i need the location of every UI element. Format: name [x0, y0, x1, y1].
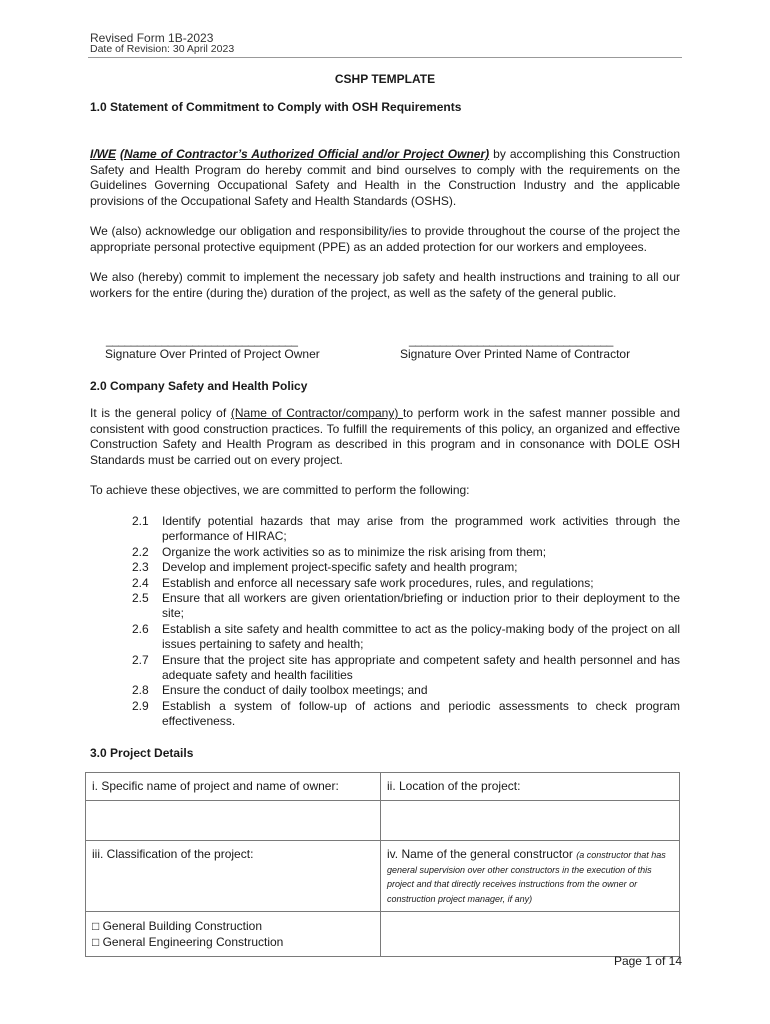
table-row: [86, 773, 680, 801]
section-1-paragraph-2: We (also) acknowledge our obligation and responsibility/ies to provide throughout the course of the project the appropriate personal protective equipment (PPE) as an added protection for our workers and employees.: [90, 224, 680, 254]
general-building-checkbox[interactable]: □ General Building Construction: [92, 919, 263, 933]
list-item: [132, 591, 680, 622]
section-2-paragraph-2: To achieve these objectives, we are committed to perform the following:: [90, 483, 470, 497]
page-number: Page 1 of 14: [613, 954, 682, 968]
document-title: CSHP TEMPLATE: [334, 72, 436, 86]
item-number: 2.9: [132, 698, 149, 713]
item-text: Establish a site safety and health committee to act as the policy-making body of the project on all issues pertaining to safety and health;: [162, 621, 680, 652]
general-constructor-field[interactable]: [381, 912, 680, 957]
item-text: Establish a system of follow-up of actions and periodic assessments to check program effectiveness.: [162, 698, 680, 729]
item-text: Identify potential hazards that may arise from the programmed work activities through the performance of HIRAC;: [162, 514, 680, 544]
classification-options: [86, 912, 381, 957]
table-row: [86, 801, 680, 841]
section-1-paragraph-1: [90, 147, 680, 209]
list-item: [132, 653, 680, 684]
list-item: [132, 560, 680, 575]
general-engineering-checkbox[interactable]: □ General Engineering Construction: [92, 935, 284, 949]
form-revision-label: Revised Form 1B-2023: [90, 31, 214, 45]
item-text: Develop and implement project-specific safety and health program;: [162, 560, 518, 575]
section-3-heading: 3.0 Project Details: [90, 746, 194, 760]
list-item: [132, 699, 680, 730]
classification-label: iii. Classification of the project:: [86, 841, 381, 912]
list-item: [132, 683, 680, 698]
item-number: 2.5: [132, 591, 149, 606]
commitment-list: [132, 514, 680, 730]
item-number: 2.6: [132, 621, 149, 636]
item-number: 2.8: [132, 683, 149, 698]
general-constructor-note: (a constructor that has general supervision over other constructors in the execution of this project and that directly receives instructions from the owner or construction project manager, if any): [387, 850, 666, 904]
item-text: Ensure that the project site has appropriate and competent safety and health personnel and has adequate safety and health facilities: [162, 652, 680, 683]
owner-signature-label: Signature Over Printed of Project Owner: [105, 347, 320, 361]
policy-lead: It is the general policy of: [90, 406, 231, 420]
item-text: Establish and enforce all necessary safe work procedures, rules, and regulations;: [162, 575, 594, 590]
item-number: 2.1: [132, 514, 149, 528]
list-item: [132, 622, 680, 653]
table-row: [86, 912, 680, 957]
project-name-field[interactable]: [86, 801, 381, 841]
contractor-signature-line: _________________________________: [409, 333, 613, 347]
general-constructor-text: iv. Name of the general constructor: [387, 847, 577, 861]
paragraph-text: by accomplishing this Construction Safety and Health Program do hereby commit and bind ourselves to comply with the requirements on the Guidelines Governing Occupational Safety and Health in the Construction Industry and the applicable provisions of the Occupational Safety and Health Standards (OSHS).: [90, 147, 680, 208]
item-text: Ensure that all workers are given orientation/briefing or induction prior to their deployment to the site;: [162, 591, 680, 621]
project-location-label: ii. Location of the project:: [381, 773, 680, 801]
list-item: [132, 576, 680, 591]
project-location-field[interactable]: [381, 801, 680, 841]
item-number: 2.3: [132, 560, 149, 575]
section-1-paragraph-3: We also (hereby) commit to implement the necessary job safety and health instructions and training to all our workers for the entire (during the) duration of the project, as well as the safety of the general public.: [90, 270, 680, 300]
table-row: [86, 841, 680, 912]
project-details-table: [85, 772, 680, 957]
policy-text: to perform work in the safest manner possible and consistent with good construction practices. To fulfill the requirements of this policy, an organized and effective Construction Safety and Health Program as described in this program and in consonance with DOLE OSH Standards must be carried out on every project.: [90, 406, 680, 467]
section-1-heading: 1.0 Statement of Commitment to Comply with OSH Requirements: [90, 100, 462, 114]
section-2-paragraph-1: [90, 406, 680, 468]
section-2-heading: 2.0 Company Safety and Health Policy: [90, 379, 308, 393]
official-name-placeholder: (Name of Contractor’s Authorized Official and/or Project Owner): [120, 147, 490, 161]
item-text: Ensure the conduct of daily toolbox meetings; and: [162, 683, 428, 698]
general-constructor-label: [381, 841, 680, 912]
revision-date-label: Date of Revision: 30 April 2023: [90, 43, 235, 55]
header-divider: [88, 57, 682, 58]
contractor-signature-label: Signature Over Printed Name of Contractor: [400, 347, 631, 361]
item-number: 2.7: [132, 652, 149, 667]
list-item: [132, 514, 680, 545]
item-number: 2.2: [132, 544, 149, 559]
item-number: 2.4: [132, 575, 149, 590]
list-item: [132, 545, 680, 560]
company-name-placeholder: (Name of Contractor/company): [230, 406, 404, 420]
owner-signature-line: _______________________________: [106, 333, 298, 347]
item-text: Organize the work activities so as to minimize the risk arising from them;: [162, 544, 547, 559]
project-name-label: i. Specific name of project and name of owner:: [86, 773, 381, 801]
pronoun-lead: I/WE: [90, 147, 116, 161]
